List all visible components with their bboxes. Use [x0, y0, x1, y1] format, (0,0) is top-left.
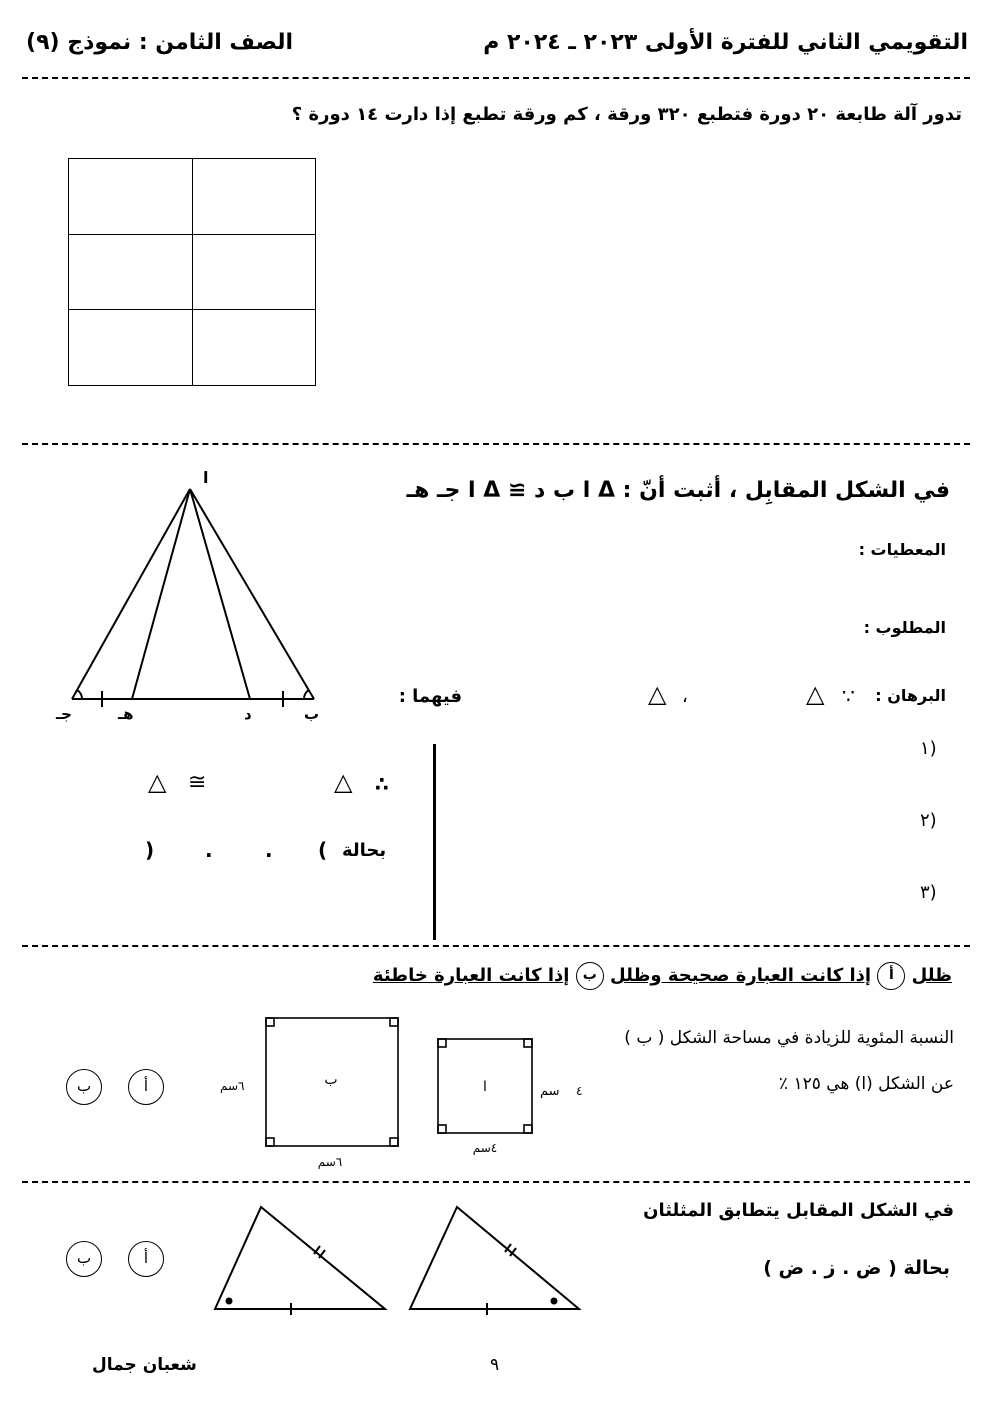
instruction-text: إذا كانت العبارة خاطئة: [372, 965, 570, 986]
instruction-text: إذا كانت العبارة صحيحة وظلل: [610, 965, 872, 986]
triangle-symbol: △: [148, 768, 167, 796]
label-b: ب: [304, 705, 320, 723]
in-them-label: فيهما :: [398, 686, 462, 707]
therefore-symbol: ∴: [375, 772, 389, 796]
label-d: د: [244, 705, 252, 723]
statement-line: عن الشكل (ا) هي ١٢٥ ٪: [778, 1074, 954, 1094]
step-3: ٣): [920, 882, 937, 903]
step-2: ٢): [920, 810, 937, 831]
small-side-number: ٤: [576, 1084, 583, 1098]
statement-line: النسبة المئوية للزيادة في مساحة الشكل ( ب ): [624, 1028, 954, 1048]
author-name: شعبان جمال: [92, 1355, 197, 1375]
answer-a-bubble[interactable]: أ: [128, 1241, 164, 1277]
label-h: هـ: [118, 705, 134, 723]
page-title: التقويمي الثاني للفترة الأولى ٢٠٢٣ ـ ٢٠٢٤ م: [483, 30, 968, 55]
answer-b-bubble[interactable]: ب: [66, 1241, 102, 1277]
case-paren: ): [145, 838, 155, 862]
q2-title-text: في الشكل المقابِل ، أثبت أنّ :: [622, 478, 950, 503]
case-paren: (: [318, 838, 328, 862]
large-bottom-label: ٦سم: [317, 1155, 343, 1169]
label-apex: ا: [203, 468, 209, 487]
q1-text: تدور آلة طابعة ٢٠ دورة فتطبع ٣٢٠ ورقة ، كم ورقة تطبع إذا دارت ١٤ دورة ؟: [291, 104, 962, 125]
q4-case: بحالة ( ض . ز . ض ): [763, 1257, 950, 1279]
answer-b-bubble[interactable]: ب: [66, 1069, 102, 1105]
small-bottom-label: ٤سم: [472, 1141, 498, 1155]
congruent-symbol: ≅: [188, 770, 207, 795]
required-label: المطلوب :: [863, 618, 946, 637]
q4-text: في الشكل المقابل يتطابق المثلثان: [643, 1200, 954, 1221]
answer-a-bubble[interactable]: أ: [128, 1069, 164, 1105]
proof-label: البرهان :: [875, 686, 946, 705]
large-side-label: ٦سم: [220, 1079, 245, 1093]
comma: ،: [682, 686, 688, 707]
instruction-text: ظلل: [911, 965, 952, 986]
case-dot: .: [265, 838, 273, 862]
case-label: بحالة: [342, 840, 387, 861]
small-square-label: ا: [483, 1079, 487, 1095]
page-number: ٩: [490, 1355, 500, 1375]
large-square-label: ب: [324, 1072, 338, 1088]
triangle-symbol: △: [806, 680, 825, 708]
because-symbol: ∵: [842, 684, 855, 708]
label-j: جـ: [56, 705, 72, 723]
small-side-unit: سم: [540, 1084, 560, 1099]
case-dot: .: [205, 838, 213, 862]
grade-label: الصف الثامن : نموذج (٩): [26, 30, 294, 55]
q2-congruence: Δ ا ب د ≅ Δ ا جـ هـ: [406, 478, 615, 503]
givens-label: المعطيات :: [858, 540, 946, 559]
option-b-circle: ب: [576, 962, 604, 990]
triangle-symbol: △: [648, 680, 667, 708]
option-a-circle: أ: [877, 962, 905, 990]
step-1: ١): [920, 738, 937, 759]
triangle-symbol: △: [334, 768, 353, 796]
